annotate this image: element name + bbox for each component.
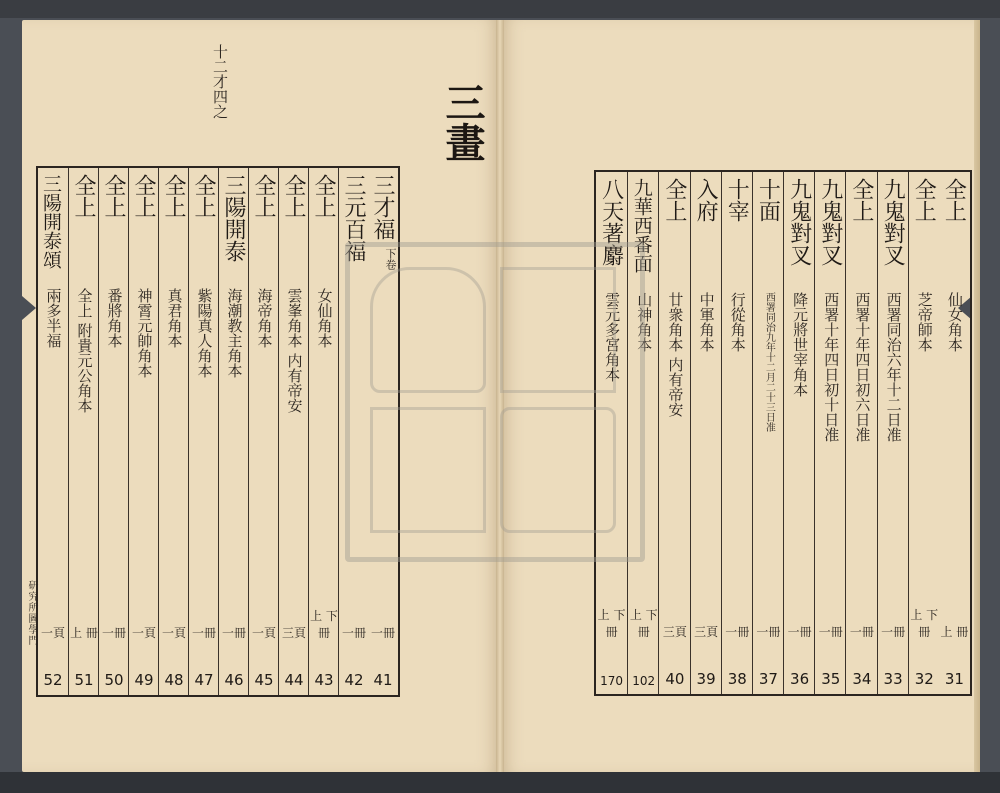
catalog-column [98,168,129,695]
entry-number: 43 [314,671,334,689]
catalog-column [188,168,219,695]
catalog-column [308,168,339,695]
volume-count: 一冊 [881,625,906,639]
volume-count: 三頁 [694,625,719,639]
column-title: 全上 [101,174,126,218]
catalog-column [877,172,909,694]
entry-number: 36 [790,670,810,688]
side-annotation: 研究所圖學門 [26,580,37,646]
volume-count: 一冊 [341,626,366,640]
column-note: 真君角本 [165,288,184,348]
column-note: 廿衆角本 内有帝安 [666,292,685,417]
column-title: 八天著麝 [598,178,624,266]
column-note: 神霄元帥角本 [135,288,154,378]
catalog-column [690,172,722,694]
entry-number: 49 [134,671,154,689]
seal-glyph [500,267,616,393]
column-title: 三陽開泰頌 [40,174,62,269]
entry-number: 40 [665,670,685,688]
entry-number: 38 [727,670,747,688]
seal-glyph [370,267,486,393]
volume-count: 一冊 [370,626,395,640]
column-title: 全上 [161,174,186,218]
seal-glyph [370,407,486,533]
entry-number: 42 [344,671,364,689]
column-note: 行從角本 [728,292,747,352]
entry-number: 45 [254,671,274,689]
volume-count: 一冊 [818,625,843,639]
volume-count: 一冊 [101,626,126,640]
volume-count: 一冊 [787,625,812,639]
column-title: 三陽開泰 [221,174,246,262]
entry-number: 51 [74,671,94,689]
column-title: 九鬼對叉 [786,178,812,266]
column-title: 全上 [911,178,937,222]
column-title: 全上 [311,174,336,218]
right-catalog-table [594,170,972,696]
entry-number: 52 [43,671,63,689]
column-note: 紫陽真人角本 [195,288,214,378]
entry-number: 102 [632,674,656,688]
column-title: 九鬼對叉 [880,178,906,266]
seal-glyph [500,407,616,533]
catalog-column [783,172,815,694]
entry-number: 35 [821,670,841,688]
volume-count: 一頁 [251,626,276,640]
entry-number: 50 [104,671,124,689]
volume-count: 上 下冊 [629,608,658,639]
entry-number: 33 [883,670,903,688]
column-note: 海帝角本 [255,288,274,348]
catalog-column [278,168,309,695]
catalog-column [939,172,970,694]
column-note: 仙女角本 [945,292,964,352]
catalog-column [128,168,159,695]
column-title: 全上 [661,178,687,222]
volume-count: 三頁 [662,625,687,639]
background-bottom [0,772,1000,793]
entry-number: 34 [852,670,872,688]
column-note: 西署同治九年十二月二十三日准 [763,292,775,432]
left-page-notch [22,296,36,320]
library-seal [345,242,645,562]
column-note: 海潮教主角本 [225,288,244,378]
entry-number: 47 [194,671,214,689]
volume-count: 一冊 [221,626,246,640]
column-note: 芝帝師本 [915,292,934,352]
section-heading: 三畫 [439,82,486,162]
volume-count: 上 冊 [70,626,98,640]
column-note: 雲元多宮角本 [603,292,622,382]
volume-count: 一冊 [191,626,216,640]
column-title: 全上 [131,174,156,218]
column-title: 全上 [251,174,276,218]
catalog-column [845,172,877,694]
column-note: 西署同治六年十二日准 [884,292,903,442]
entry-number: 39 [696,670,716,688]
column-note: 雲峯角本 内有帝安 [285,288,304,413]
entry-number: 37 [758,670,778,688]
column-title: 全上 [941,178,967,222]
column-title: 全上 [71,174,96,218]
volume-count: 一頁 [40,626,65,640]
top-annotation: 十二才四之 [211,44,229,119]
catalog-column [38,168,68,695]
column-title: 三元百福 [341,174,366,262]
catalog-column [658,172,690,694]
column-note: 全上 附貴元公角本 [75,288,94,413]
entry-number: 44 [284,671,304,689]
entry-number: 46 [224,671,244,689]
column-title: 三才福 [370,174,395,240]
volume-count: 上 下冊 [910,608,939,639]
entry-number: 48 [164,671,184,689]
background-top [0,0,1000,18]
column-title: 全上 [848,178,874,222]
catalog-column [68,168,99,695]
column-note: 女仙角本 [315,288,334,348]
volume-count: 上 下冊 [310,609,338,640]
catalog-column [752,172,784,694]
column-title: 十宰 [724,178,750,222]
column-note: 中軍角本 [697,292,716,352]
catalog-column [908,172,940,694]
column-note: 番將角本 [105,288,124,348]
volume-count: 一冊 [756,625,781,639]
entry-number: 32 [914,670,934,688]
volume-count: 一冊 [849,625,874,639]
catalog-column [158,168,189,695]
column-note: 兩多半福 [44,288,63,348]
catalog-column [218,168,249,695]
volume-count: 上 冊 [940,625,969,639]
column-title: 入府 [693,178,719,222]
column-note: 降元將世宰角本 [791,292,810,397]
volume-count: 上 下冊 [597,608,626,639]
column-title: 全上 [281,174,306,218]
volume-count: 三頁 [281,626,306,640]
volume-count: 一頁 [161,626,186,640]
column-note: 山神角本 [635,292,654,352]
volume-count: 一頁 [131,626,156,640]
entry-number: 41 [373,671,393,689]
column-subtitle: 下卷 [384,248,397,270]
column-note: 西署十年四日初十日准 [822,292,841,442]
catalog-column [248,168,279,695]
catalog-column [721,172,753,694]
entry-number: 31 [944,670,964,688]
column-title: 九鬼對叉 [817,178,843,266]
column-title: 十面 [755,178,781,222]
column-title: 全上 [191,174,216,218]
catalog-column [814,172,846,694]
column-note: 西署十年四日初六日准 [853,292,872,442]
entry-number: 170 [600,674,624,688]
volume-count: 一冊 [725,625,750,639]
column-title: 九華西番面 [630,178,653,273]
